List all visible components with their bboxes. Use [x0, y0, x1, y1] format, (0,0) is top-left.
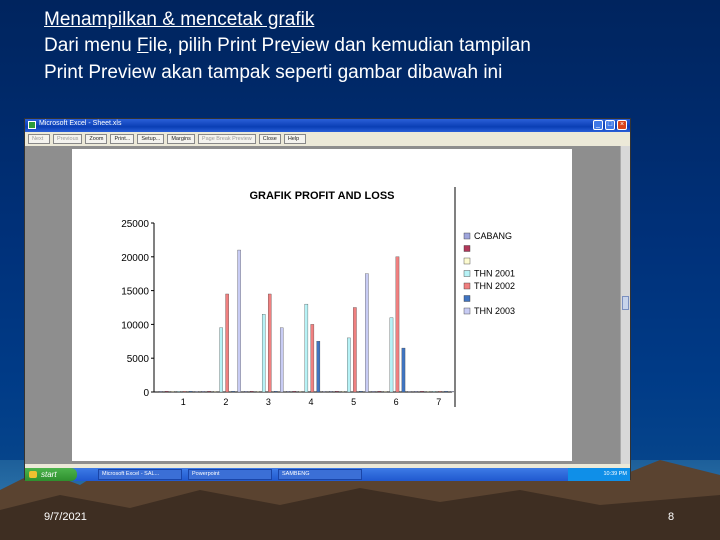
bar-series-2-4: [299, 391, 302, 392]
bar-cabang-4: [287, 391, 290, 392]
close-preview-button[interactable]: Close: [259, 134, 281, 144]
zoom-button[interactable]: Zoom: [85, 134, 107, 144]
x-tick-label: 4: [308, 397, 314, 407]
y-tick-label: 5000: [126, 354, 149, 366]
bar-thn-2001-6: [390, 318, 393, 392]
legend-swatch: [464, 258, 470, 264]
x-tick-label: 6: [393, 397, 399, 407]
slide-text-line-2: Print Preview akan tampak seperti gambar dibawah ini: [44, 62, 503, 83]
slide-page-number: 8: [668, 511, 675, 523]
bar-series-5-3: [274, 391, 277, 392]
legend-label: THN 2001: [474, 268, 516, 279]
bar-thn-2001-7: [432, 391, 435, 392]
slide-text-line-1: Dari menu File, pilih Print Preview dan kemudian tampilan: [44, 35, 531, 56]
x-tick-label: 2: [223, 397, 229, 407]
bar-series-1-1: [165, 391, 168, 392]
system-tray-clock: 10:39 PM: [568, 468, 630, 481]
bar-thn-2003-5: [365, 274, 368, 392]
bar-thn-2003-2: [238, 250, 241, 392]
bar-thn-2003-7: [450, 391, 453, 392]
preview-page: [72, 149, 572, 461]
bar-series-1-3: [250, 391, 253, 392]
bar-series-5-2: [232, 391, 235, 392]
next-button[interactable]: Next: [28, 134, 50, 144]
bar-cabang-1: [159, 391, 162, 392]
y-tick-label: 15000: [121, 286, 149, 298]
bar-thn-2002-7: [438, 391, 441, 392]
taskbar-item-sambeng[interactable]: SAMBENG: [278, 469, 362, 480]
windows-logo-icon: [29, 471, 37, 478]
bar-thn-2003-1: [195, 391, 198, 392]
print-button[interactable]: Print...: [110, 134, 134, 144]
print-preview-toolbar: [25, 132, 630, 146]
y-tick-label: 0: [143, 388, 149, 399]
legend-swatch: [464, 283, 470, 289]
windows-taskbar: [25, 468, 630, 481]
bar-series-1-4: [293, 391, 296, 392]
help-button[interactable]: Help: [284, 134, 306, 144]
bar-series-2-1: [171, 391, 174, 392]
bar-thn-2002-5: [353, 308, 356, 393]
x-tick-label: 3: [265, 397, 271, 407]
bar-cabang-2: [202, 391, 205, 392]
bar-thn-2003-6: [408, 391, 411, 392]
bar-cabang-5: [329, 391, 332, 392]
legend-swatch: [464, 233, 470, 239]
bar-thn-2001-4: [305, 304, 308, 392]
slide-date: 9/7/2021: [44, 511, 87, 523]
bar-thn-2003-3: [280, 328, 283, 392]
legend-label: CABANG: [474, 231, 513, 241]
scrollbar-thumb[interactable]: [622, 296, 629, 310]
bar-series-5-6: [402, 348, 405, 392]
legend-swatch: [464, 271, 470, 277]
slide-title: Menampilkan & mencetak grafik: [44, 9, 315, 30]
bar-series-2-3: [256, 391, 259, 392]
profit-loss-chart: [72, 149, 572, 461]
bar-series-1-5: [335, 391, 338, 392]
bar-series-5-5: [359, 391, 362, 392]
bar-series-1-6: [378, 391, 381, 392]
x-tick-label: 1: [180, 397, 186, 407]
bar-thn-2001-3: [262, 314, 265, 392]
bar-series-2-6: [384, 391, 387, 392]
y-tick-label: 25000: [121, 219, 149, 230]
y-tick-label: 20000: [121, 252, 149, 264]
excel-icon: [28, 121, 36, 129]
bar-thn-2001-2: [220, 328, 223, 392]
bar-series-2-2: [214, 391, 217, 392]
maximize-button[interactable]: □: [605, 120, 615, 130]
bar-series-5-4: [317, 341, 320, 392]
bar-series-1-2: [208, 391, 211, 392]
vertical-scrollbar[interactable]: [620, 146, 630, 464]
y-tick-label: 10000: [121, 320, 149, 332]
legend-swatch: [464, 246, 470, 252]
bar-series-2-7: [426, 391, 429, 392]
x-tick-label: 5: [351, 397, 357, 407]
page-break-preview-button[interactable]: Page Break Preview: [198, 134, 256, 144]
bar-series-1-7: [420, 391, 423, 392]
bar-thn-2002-4: [311, 324, 314, 392]
taskbar-item-excel[interactable]: Microsoft Excel - SAL...: [98, 469, 182, 480]
legend-label: THN 2002: [474, 281, 516, 291]
window-title: Microsoft Excel - Sheet.xls: [39, 120, 122, 127]
excel-print-preview-screenshot: [24, 118, 631, 480]
previous-button[interactable]: Previous: [53, 134, 82, 144]
bar-cabang-3: [244, 391, 247, 392]
bar-cabang-7: [414, 391, 417, 392]
close-window-button[interactable]: ×: [617, 120, 627, 130]
bar-thn-2002-1: [183, 391, 186, 392]
bar-series-2-5: [341, 391, 344, 392]
bar-cabang-6: [372, 391, 375, 392]
window-titlebar: [25, 119, 630, 132]
bar-thn-2001-5: [347, 338, 350, 392]
bar-series-5-1: [189, 391, 192, 392]
legend-swatch: [464, 296, 470, 302]
legend-label: THN 2003: [474, 306, 516, 316]
bar-thn-2003-4: [323, 391, 326, 392]
bar-series-5-7: [444, 391, 447, 392]
preview-area: [25, 146, 622, 464]
bar-thn-2002-6: [396, 257, 399, 392]
bar-thn-2002-2: [226, 294, 229, 392]
setup-button[interactable]: Setup...: [137, 134, 164, 144]
start-button[interactable]: start: [25, 468, 77, 481]
taskbar-item-powerpoint[interactable]: Powerpoint: [188, 469, 272, 480]
minimize-button[interactable]: _: [593, 120, 603, 130]
bar-thn-2001-1: [177, 391, 180, 392]
bar-thn-2002-3: [268, 294, 271, 392]
x-tick-label: 7: [436, 397, 442, 407]
legend-swatch: [464, 308, 470, 314]
chart-title: GRAFIK PROFIT AND LOSS: [249, 190, 395, 202]
margins-button[interactable]: Margins: [167, 134, 195, 144]
